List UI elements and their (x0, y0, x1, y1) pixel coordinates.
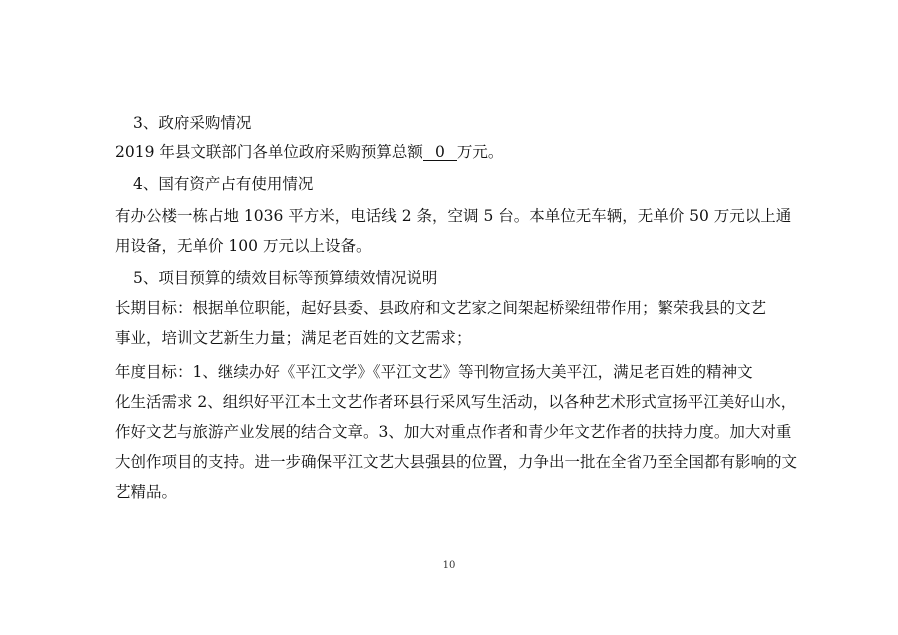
procurement-text-after: 万元。 (456, 143, 504, 161)
annual-goal-line-3: 作好文艺与旅游产业发展的结合文章。3、加大对重点作者和青少年文艺作者的扶持力度。加大对重 (115, 423, 792, 441)
assets-line-1: 有办公楼一栋占地 1036 平方米，电话线 2 条，空调 5 台。本单位无车辆，无单价 50 万元以上通 (115, 207, 792, 225)
annual-goal-line-5: 艺精品。 (115, 483, 178, 501)
long-term-goal-line-1: 长期目标：根据单位职能，起好县委、县政府和文艺家之间架起桥梁纽带作用；繁荣我县的文艺 (115, 299, 767, 317)
section-5-heading: 5、项目预算的绩效目标等预算绩效情况说明 (133, 269, 438, 287)
section-4-heading: 4、国有资产占有使用情况 (133, 175, 314, 193)
procurement-budget-line (115, 142, 503, 162)
procurement-amount: 0 (423, 144, 457, 161)
annual-goal-line-1: 年度目标：1、继续办好《平江文学》《平江文艺》等刊物宣扬大美平江，满足老百姓的精神文 (115, 363, 753, 381)
page-number: 10 (442, 560, 456, 571)
assets-line-2: 用设备，无单价 100 万元以上设备。 (115, 237, 372, 255)
annual-goal-line-2: 化生活需求 2、组织好平江本土文艺作者环县行采风写生活动，以各种艺术形式宣扬平江美好山水， (115, 393, 797, 411)
long-term-goal-line-2: 事业，培训文艺新生力量；满足老百姓的文艺需求； (115, 329, 472, 347)
procurement-text-before: 2019 年县文联部门各单位政府采购预算总额 (115, 143, 423, 161)
annual-goal-line-4: 大创作项目的支持。进一步确保平江文艺大县强县的位置，力争出一批在全省乃至全国都有影响的文 (115, 453, 798, 471)
section-3-heading: 3、政府采购情况 (133, 114, 252, 132)
